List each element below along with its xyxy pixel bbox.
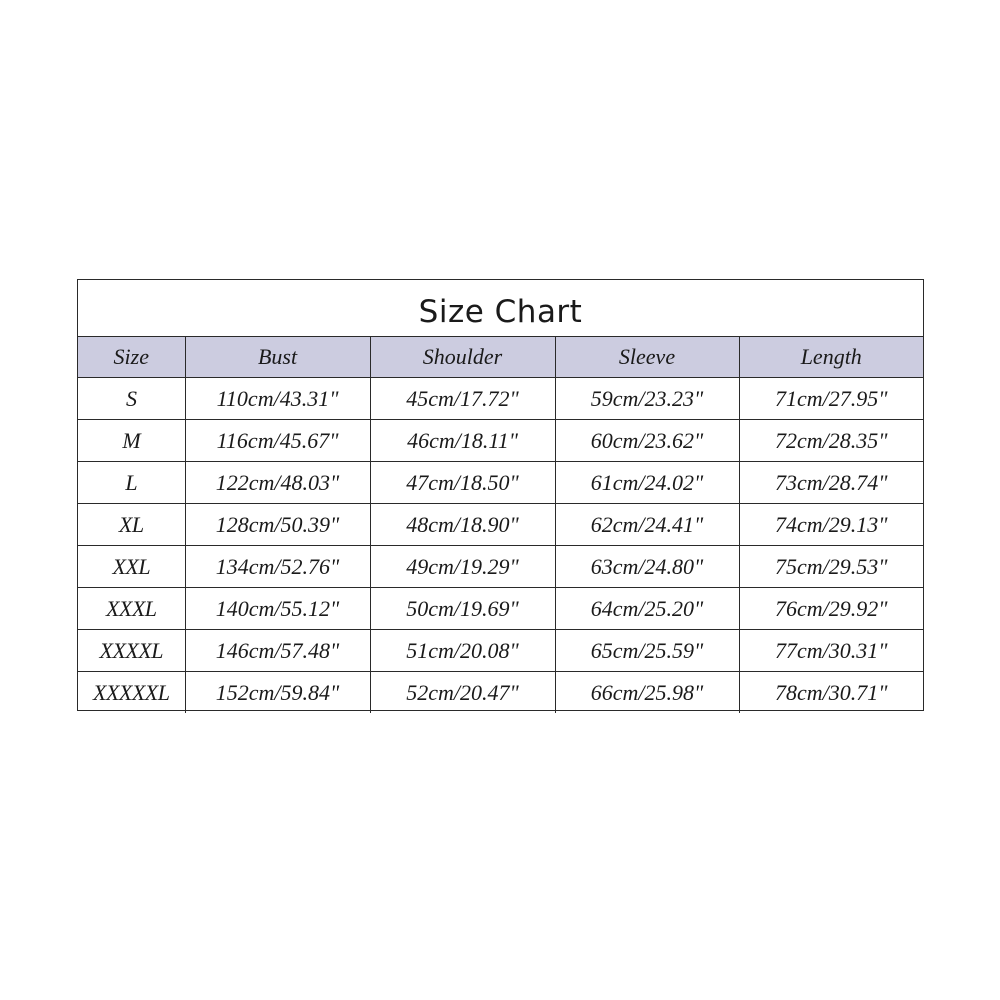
table-row	[78, 630, 923, 672]
bust-cell: 128cm/50.39"	[185, 504, 370, 546]
shoulder-cell: 47cm/18.50"	[370, 462, 555, 504]
length-cell: 76cm/29.92"	[739, 588, 923, 630]
bust-cell: 146cm/57.48"	[185, 630, 370, 672]
sleeve-cell: 61cm/24.02"	[555, 462, 739, 504]
size-cell: XXXXXL	[78, 672, 185, 714]
shoulder-cell: 45cm/17.72"	[370, 378, 555, 420]
table-row	[78, 504, 923, 546]
length-cell: 72cm/28.35"	[739, 420, 923, 462]
sleeve-cell: 66cm/25.98"	[555, 672, 739, 714]
length-cell: 71cm/27.95"	[739, 378, 923, 420]
shoulder-cell: 48cm/18.90"	[370, 504, 555, 546]
shoulder-cell: 49cm/19.29"	[370, 546, 555, 588]
table-row	[78, 378, 923, 420]
bust-cell: 152cm/59.84"	[185, 672, 370, 714]
bust-cell: 140cm/55.12"	[185, 588, 370, 630]
table-row	[78, 462, 923, 504]
table-header-row	[78, 337, 923, 378]
size-cell: XXXL	[78, 588, 185, 630]
bust-cell: 110cm/43.31"	[185, 378, 370, 420]
table-row	[78, 546, 923, 588]
bust-cell: 122cm/48.03"	[185, 462, 370, 504]
shoulder-cell: 46cm/18.11"	[370, 420, 555, 462]
table-row	[78, 588, 923, 630]
column-header-bust: Bust	[185, 337, 370, 378]
column-header-size: Size	[78, 337, 185, 378]
bust-cell: 116cm/45.67"	[185, 420, 370, 462]
length-cell: 77cm/30.31"	[739, 630, 923, 672]
sleeve-cell: 59cm/23.23"	[555, 378, 739, 420]
size-cell: XXXXL	[78, 630, 185, 672]
sleeve-cell: 65cm/25.59"	[555, 630, 739, 672]
table-row	[78, 420, 923, 462]
shoulder-cell: 50cm/19.69"	[370, 588, 555, 630]
shoulder-cell: 52cm/20.47"	[370, 672, 555, 714]
size-cell: L	[78, 462, 185, 504]
sleeve-cell: 64cm/25.20"	[555, 588, 739, 630]
column-header-shoulder: Shoulder	[370, 337, 555, 378]
sleeve-cell: 60cm/23.62"	[555, 420, 739, 462]
size-cell: XXL	[78, 546, 185, 588]
length-cell: 74cm/29.13"	[739, 504, 923, 546]
length-cell: 75cm/29.53"	[739, 546, 923, 588]
column-header-length: Length	[739, 337, 923, 378]
length-cell: 78cm/30.71"	[739, 672, 923, 714]
size-chart	[77, 279, 924, 711]
size-table	[78, 337, 923, 713]
column-header-sleeve: Sleeve	[555, 337, 739, 378]
shoulder-cell: 51cm/20.08"	[370, 630, 555, 672]
size-cell: S	[78, 378, 185, 420]
size-chart-title-row	[78, 280, 923, 337]
sleeve-cell: 63cm/24.80"	[555, 546, 739, 588]
size-cell: M	[78, 420, 185, 462]
sleeve-cell: 62cm/24.41"	[555, 504, 739, 546]
size-cell: XL	[78, 504, 185, 546]
size-chart-title: Size Chart	[418, 294, 583, 330]
length-cell: 73cm/28.74"	[739, 462, 923, 504]
bust-cell: 134cm/52.76"	[185, 546, 370, 588]
table-row	[78, 672, 923, 714]
